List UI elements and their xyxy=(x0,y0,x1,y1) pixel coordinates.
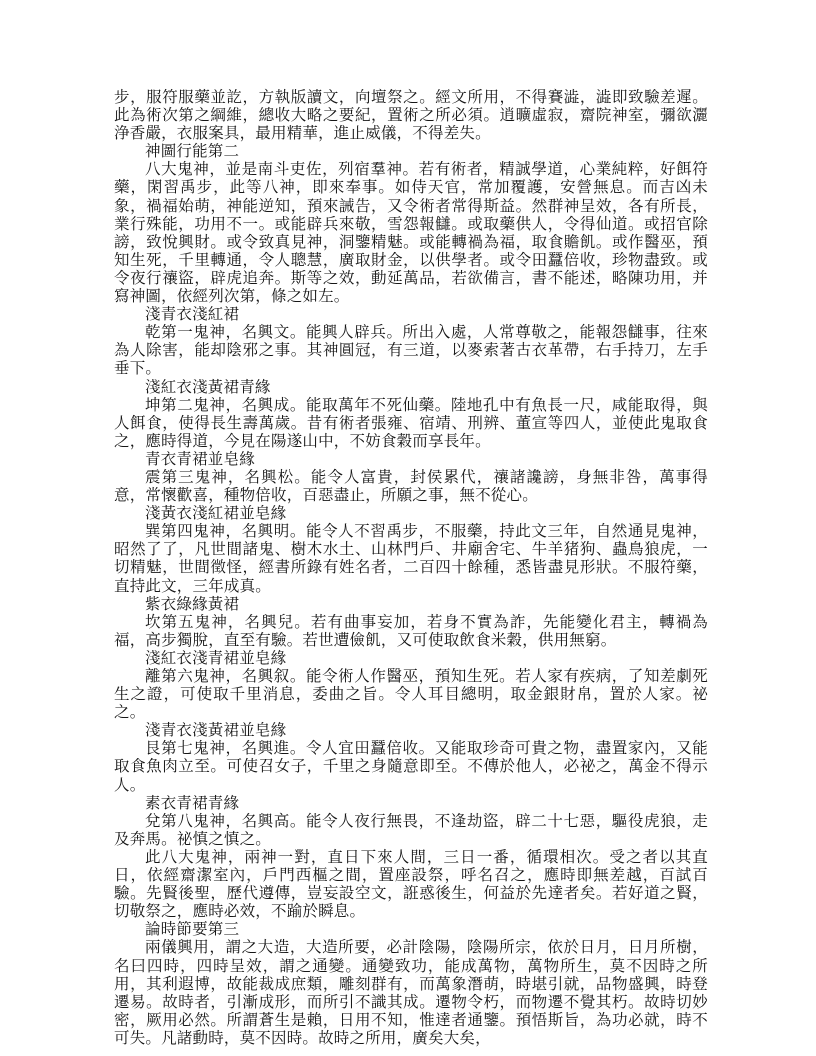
garb-description-6: 淺紅衣淺青裙並皂緣 xyxy=(145,648,287,667)
section-heading-lunshi-jieyao: 論時節要第三 xyxy=(145,920,240,939)
garb-description-3: 青衣青裙並皂緣 xyxy=(145,449,255,468)
paragraph-deity-2-kun: 坤第二鬼神，名興成。能取萬年不死仙藥。陸地孔中有魚長一尺，咸能取得，與人餌食，使得長生壽萬歲。昔有術者張雍、宿靖、刑辨、董宣等四人，並使此鬼取食之，應時得道，今見在陽遂山中，不妨食穀而享長年。 xyxy=(114,395,708,450)
garb-description-8: 素衣青裙青緣 xyxy=(145,793,240,812)
text-block xyxy=(114,88,708,1047)
paragraph-eight-spirits-intro: 八大鬼神，並是南斗吏佐，列宿羣神。若有術者，精誠學道，心業純粹，好餌符藥，閑習禹步，此等八神，即來奉事。如侍天官，常加覆護，安營無息。而吉凶未象，禍福始萌，神能逆知，預來誡告，又令術者常得斯益。然群神呈效，各有所長，業行殊能，功用不一。或能辟兵來敬，雪怨報讎。或取藥供人，令得仙道。或招官除謗，致悅興財。或令致真見神，洞鑒精魅。或能轉禍為福，取食贍飢。或作醫巫，預知生死，千里轉通，令人聰慧，廣取財金，以供學者。或令田蠶倍收，珍物盡致。或令夜行禳盜，辟虎追奔。斯等之效，動延萬品，若欲備言，書不能述，略陳功用，并寫神圖，依經列次第，條之如左。 xyxy=(114,160,708,306)
garb-description-4: 淺黃衣淺紅裙並皂緣 xyxy=(145,504,287,523)
paragraph-time-essentials: 兩儀興用，謂之大造，大造所要，必計陰陽，陰陽所宗，依於日月，日月所樹，名曰四時，四時呈效，謂之通變。通變致功，能成萬物，萬物所生，莫不因時之所用，其利遐博，故能裁成庶類，雕刻群有，而萬象潛萌，時堪引就，品物盛興，時登遷易。故時者，引漸成形，而所引不識其成。遷物令朽，而物遷不覺其朽。故時切妙密，厥用必然。所謂蒼生是賴，日用不知，惟達者通鑒。預悟斯旨，為功必就，時不可失。凡諸動時，莫不因時。故時之所用，廣矣大矣， xyxy=(114,938,708,1047)
garb-description-7: 淺青衣淺黃裙並皂緣 xyxy=(145,721,287,740)
paragraph-deity-6-li: 離第六鬼神，名興叙。能令術人作醫巫，預知生死。若人家有疾病，了知差劇死生之證，可使取千里消息，委曲之旨。令人耳目總明，取金銀財帛，置於人家。祕之。 xyxy=(114,667,708,722)
paragraph-deity-4-xun: 巽第四鬼神，名興明。能令人不習禹步，不服藥，持此文三年，自然通見鬼神，昭然了了，凡世間諸鬼、樹木水土、山林門戶、井廟舍宅、牛羊猪狗、蟲鳥狼虎，一切精魅，世間徵怪，經書所錄有姓名者，二百四十餘種，悉皆盡見形狀。不服符藥，直持此文，三年成真。 xyxy=(114,522,708,595)
garb-description-2: 淺紅衣淺黃裙青緣 xyxy=(145,377,271,396)
paragraph-deity-1-qian: 乾第一鬼神，名興文。能興人辟兵。所出入處，人常尊敬之，能報怨讎事，往來為人除害，能却陰邪之事。其神圓冠，有三道，以麥索著古衣革帶，右手持刀，左手垂下。 xyxy=(114,323,708,378)
paragraph-deity-7-gen: 艮第七鬼神，名興進。令人宜田蠶倍收。又能取珍奇可貴之物，盡置家內，又能取食魚肉立至。可使召女子，千里之身隨意即至。不傳於他人，必祕之，萬金不得示人。 xyxy=(114,739,708,794)
garb-description-1: 淺青衣淺紅裙 xyxy=(145,305,240,324)
paragraph-deity-5-kan: 坎第五鬼神，名興兒。若有曲事妄加，若身不實為詐，先能變化君主，轉禍為福，高步獨脫，直至有驗。若世遭儉飢，又可使取飲食米穀，供用無窮。 xyxy=(114,612,708,649)
paragraph-continuation: 步，服符服藥並訖，方執版讀文，向壇祭之。經文所用，不得賽澁，澁即致驗差遲。此為術次第之綱維，總收大略之要紀，置術之所必須。逍曠虛寂，齋院神室，彌欲灑浄香嚴，衣服案具，最用精華，進止威儀，不得差失。 xyxy=(114,88,708,143)
section-heading-shentu-xingneng: 神圖行能第二 xyxy=(145,142,240,161)
paragraph-eight-spirits-summary: 此八大鬼神，兩神一對，直日下來人間，三日一番，循環相次。受之者以其直日，依經齋潔室內，戶門西樞之間，置座設祭，呼名召之，應時即無差越，百試百驗。先賢後聖，歷代遵傳，豈妄設空文，誑惑後生，何益於先達者矣。若好道之賢，切敬祭之，應時必效，不踰於瞬息。 xyxy=(114,847,708,921)
paragraph-deity-8-dui: 兌第八鬼神，名興高。能令人夜行無畏，不逢劫盜，辟二十七惡，驅役虎狼，走及奔馬。祕慎之慎之。 xyxy=(114,811,708,848)
garb-description-5: 紫衣綠緣黃裙 xyxy=(145,594,240,613)
paragraph-deity-3-zhen: 震第三鬼神，名興松。能令人富貴，封侯累代，禳諸讒謗，身無非咎，萬事得意，常懷歡喜，種物倍收，百惡盡止，所願之事，無不從心。 xyxy=(114,467,708,505)
